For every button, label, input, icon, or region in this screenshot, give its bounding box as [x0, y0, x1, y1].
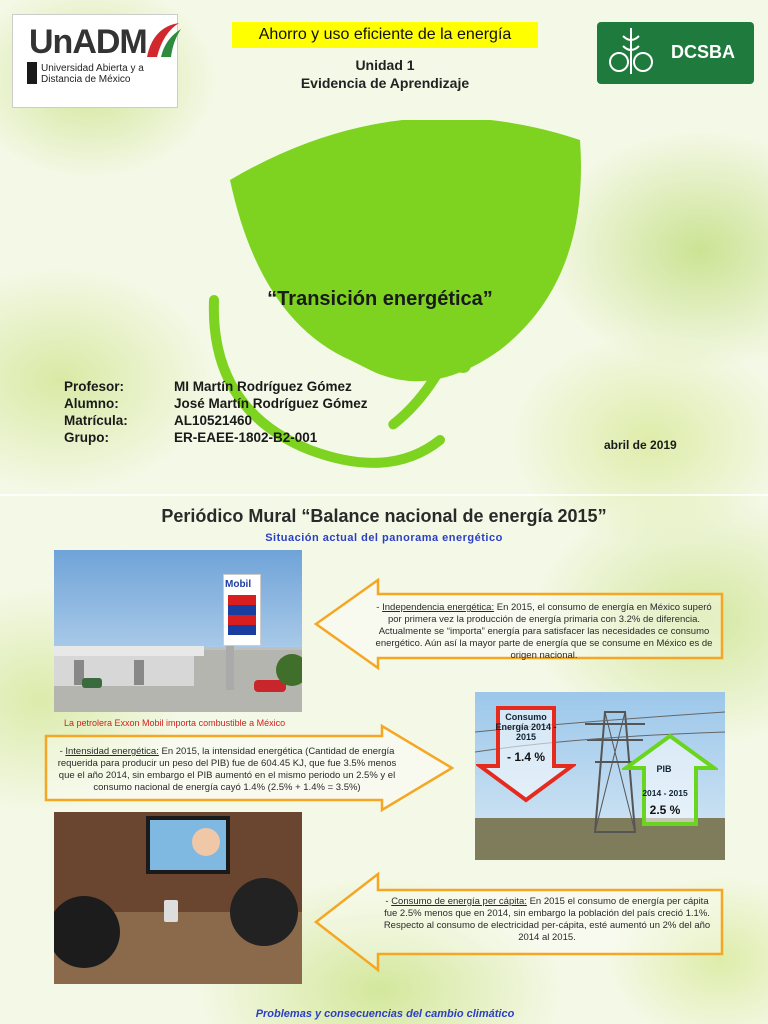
unadm-subtitle: Universidad Abierta y a Distancia de México [41, 63, 144, 85]
unadm-bar [27, 62, 37, 84]
intensidad-text: - Intensidad energética: En 2015, la intensidad energética (Cantidad de energía requerida para producir un peso del PIB) fue de 604.45 KJ, que fue 3.5% menos que el año 2014, sin embargo el PIB aumentó en el mismo periodo un 2.5% y el consumo nacional de energía cayó 1.4% (2.5% + 1.4% = 3.5%) [57, 746, 397, 793]
gas-station-illustration [54, 550, 302, 712]
detail-value: José Martín Rodríguez Gómez [174, 396, 368, 411]
pib-label: PIB [656, 764, 672, 774]
independencia-arrow [312, 576, 726, 672]
detail-row [64, 395, 368, 412]
detail-value: AL10521460 [174, 413, 253, 428]
cover-details [64, 378, 368, 446]
unadm-wordmark: UnADM [29, 23, 147, 61]
per-capita-heading: Consumo de energía per cápita: [391, 896, 527, 907]
unit-label: Unidad 1 [355, 57, 415, 73]
mobil-sign [223, 574, 261, 646]
detail-label: Profesor: [64, 379, 125, 394]
course-title: Ahorro y uso eficiente de la energía [232, 22, 538, 48]
detail-row [64, 429, 368, 446]
intensidad-body: En 2015, la intensidad energética (Cantidad de energía requerida para producir un peso del PIB) fue de 604.45 KJ, que fue 3.5% menos que el año 2014, sin embargo el PIB aumentó en el mismo periodo un 2.5% y el consumo nacional de energía cayó 1.4% (2.5% + 1.4% = 3.5%) [57, 746, 397, 793]
pib-value: 2.5 % [649, 803, 681, 817]
independencia-heading: Independencia energética: [382, 602, 495, 613]
gas-station-caption: La petrolera Exxon Mobil importa combustible a México [64, 718, 286, 728]
cover-date: abril de 2019 [604, 438, 677, 452]
unadm-swoosh-icon [143, 19, 183, 59]
detail-value: MI Martín Rodríguez Gómez [174, 379, 352, 394]
mobil-sign-text: Mobil [225, 579, 252, 590]
mural-title: Periódico Mural “Balance nacional de energía 2015” [161, 506, 607, 526]
detail-label: Matrícula: [64, 413, 128, 428]
detail-label: Alumno: [64, 396, 119, 411]
family-tv-photo [54, 812, 302, 984]
detail-row [64, 412, 368, 429]
section-divider [0, 494, 768, 496]
family-tv-illustration [54, 812, 302, 984]
mural-subtitle: Situación actual del panorama energético [265, 532, 503, 544]
per-capita-text: - Consumo de energía per cápita: En 2015 el consumo de energía per cápita fue 2.5% menos que en 2014, sin embargo la población del país creció 1.1%. Respecto al consumo de electricidad per-cápita, esté aumentó un 2% del año 2014 al 2015. [383, 896, 711, 943]
consumo-value: - 1.4 % [506, 750, 545, 764]
detail-row [64, 378, 368, 395]
unadm-logo [12, 14, 178, 108]
unit-block [260, 56, 510, 92]
per-capita-body: En 2015 el consumo de energía per cápita fue 2.5% menos que en 2014, sin embargo la población del país creció 1.1%. Respecto al consumo de electricidad per-cápita, esté aumentó un 2% del año 2014 al 2015. [383, 896, 711, 943]
detail-label: Grupo: [64, 430, 109, 445]
cover-title: “Transición energética” [267, 288, 493, 310]
intensidad-heading: Intensidad energética: [65, 746, 159, 757]
dcsba-wordmark: DCSBA [671, 42, 736, 62]
per-capita-arrow [312, 870, 726, 974]
dcsba-emblem-icon [601, 22, 665, 84]
gas-station-photo [54, 550, 302, 712]
intensidad-arrow [42, 722, 456, 814]
pib-years: 2014 - 2015 [642, 788, 688, 798]
detail-value: ER-EAEE-1802-B2-001 [174, 430, 318, 445]
consumo-label: Consumo Energía 2014 - 2015 [495, 712, 557, 742]
independencia-text: - Independencia energética: En 2015, el consumo de energía en México superó por primera vez la producción de energía primaria con 3.2% de diferencia. Actualmente se “importa” energía para satisfacer las necesidades ce consumo energético. Aún así la mayor parte de energía que se consume en México es de origen nacional. [375, 602, 713, 661]
dcsba-logo [597, 22, 754, 84]
activity-label: Evidencia de Aprendizaje [300, 75, 470, 91]
section-footer: Problemas y consecuencias del cambio climático [255, 1008, 515, 1020]
independencia-body: En 2015, el consumo de energía en México superó por primera vez la producción de energía primaria con 3.2% de diferencia. Actualmente se “importa” energía para satisfacer las necesidades ce consumo energético. Aún así la mayor parte de energía que se consume en México es de origen nacional. [375, 602, 713, 661]
